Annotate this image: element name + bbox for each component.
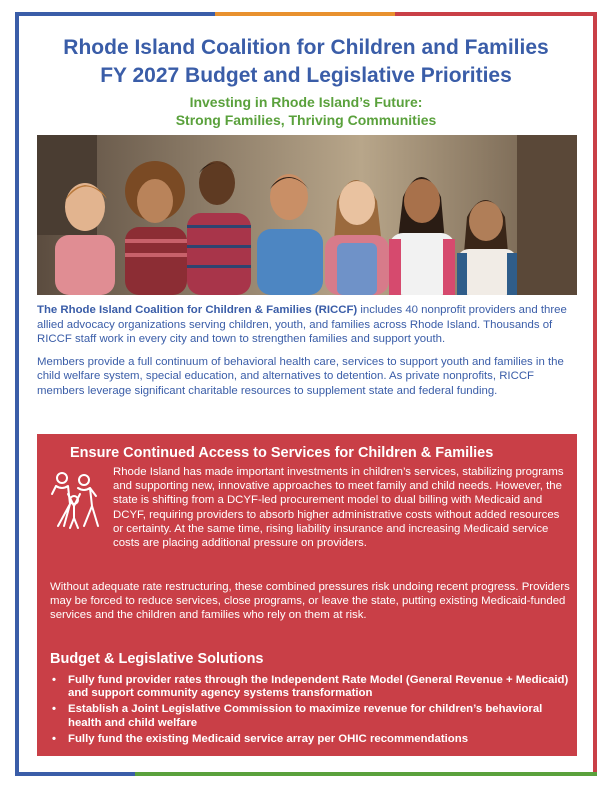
access-paragraph-1: Rhode Island has made important investments in children’s services, stabilizing programs and supporting new, innovative approaches to meet family and child needs. However, the state is shifting from a DCYF-led procurement model to dual billing with Medicaid and DCYF, requiring providers to absorb higher administrative costs without added resources or certainty. At the same time, rising liability insurance and increasing Medicaid service costs are placing additional pressure on providers.	[113, 466, 564, 550]
solution-text: Establish a Joint Legislative Commission to maximize revenue for children’s behavioral health and child welfare	[68, 703, 543, 729]
top-border-blue	[15, 12, 215, 16]
family-icon	[48, 470, 100, 532]
intro-paragraph-1-text: includes 40 nonprofit providers and three allied advocacy organizations serving children, youth, and families across Rhode Island. Thousands of RICCF staff work in every city and town to strengthen families and support youth.	[37, 304, 567, 346]
list-item	[50, 703, 570, 729]
solution-text: Fully fund provider rates through the Independent Rate Model (General Revenue + Medicaid) and support community agency systems transformation	[68, 674, 569, 700]
bullet: •	[52, 703, 56, 716]
title-line-2: FY 2027 Budget and Legislative Priorities	[100, 64, 512, 87]
children-photo	[37, 135, 577, 295]
bullet: •	[52, 674, 56, 686]
group-of-children-photo	[37, 135, 577, 295]
list-item	[50, 733, 570, 746]
bottom-border-blue	[15, 772, 135, 776]
column-right	[517, 135, 577, 295]
list-item	[50, 674, 570, 700]
top-border-red	[395, 12, 597, 16]
access-paragraph-2: Without adequate rate restructuring, these combined pressures risk undoing recent progress. Providers may be forced to reduce services, close programs, or leave the state, putting existing Medicaid-funded services and the children and families who rely on them at risk.	[50, 581, 570, 622]
bottom-border-green	[135, 772, 597, 776]
page-subtitle	[0, 93, 612, 129]
subtitle-line-2: Strong Families, Thriving Communities	[175, 112, 437, 128]
access-heading: Ensure Continued Access to Services for Children & Families	[70, 445, 494, 461]
bullet: •	[52, 732, 56, 745]
solutions-list	[50, 674, 570, 749]
intro-section	[37, 303, 577, 407]
child-2	[125, 161, 187, 295]
top-border	[15, 12, 597, 16]
solutions-heading: Budget & Legislative Solutions	[50, 651, 264, 667]
coalition-name: The Rhode Island Coalition for Children & Families (RICCF)	[37, 304, 358, 316]
intro-paragraph-1	[37, 303, 577, 347]
top-border-orange	[215, 12, 395, 16]
intro-paragraph-2: Members provide a full continuum of behavioral health care, services to support youth and families in the child welfare system, special education, and alternatives to detention. As private nonprofits, RICCF members leverage significant charitable resources to supplement state and federal funding.	[37, 355, 564, 397]
page-title	[0, 34, 612, 90]
title-line-1: Rhode Island Coalition for Children and Families	[63, 36, 549, 59]
subtitle-line-1: Investing in Rhode Island’s Future:	[189, 94, 423, 110]
solution-text: Fully fund the existing Medicaid service array per OHIC recommendations	[68, 732, 469, 745]
bottom-border	[15, 772, 597, 776]
